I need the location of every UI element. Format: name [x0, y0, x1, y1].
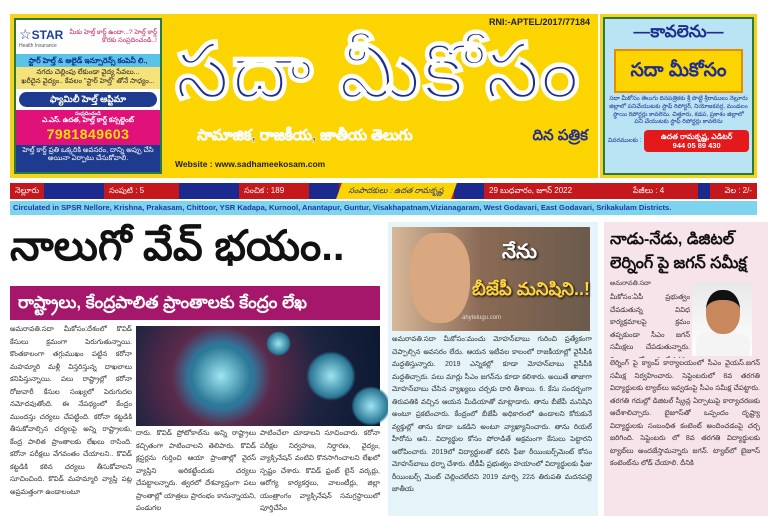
lead-headline[interactable]: నాలుగో వేవ్ భయం.. — [10, 222, 345, 269]
volume: సంపుటి : 5 — [109, 185, 145, 195]
lead-subhead: రాష్ట్రాలు, కేంద్రపాలిత ప్రాంతాలకు కేంద్రం లేఖ — [10, 286, 380, 320]
tagline-daily: దిన పత్రిక — [532, 127, 588, 144]
masthead — [165, 14, 598, 178]
jagan-review-story — [604, 222, 768, 516]
story-body-2: లెర్నింగ్ పై క్యాంప్ కార్యాలయంలో సీఎం వైయస్.జగన్ సమీక్ష నిర్వహించారు. సెప్టెంబరులో 8వ తరగతి విద్యార్థులకు ట్యాబ్‌లు ఇవ్వడంపై సీఎం సమీక్ష చేపట్టారు. తరగతి గదుల్లో డిజిటల్ స్క్రీన్ల ఏర్పాటుపై కార్యాచరణకు ఆదేశాలిచ్చారు. బైజూస్‌తో ఒప్పందం దృష్ట్యా విద్యార్థులకు సంబంధిత కంటెంట్ అందించడంపై చర్చ జరిగింది. సెప్టెంబరు లో 8వ తరగతి విద్యార్థులకు ట్యాబ్‌లు అందజేస్తామన్నారు జగన్. ట్యాబ్‌లో బైజూస్ కంటెంట్‌ను లోడ్ చేయాలి. దీనికి — [610, 360, 760, 467]
price: వెల : 2/- — [724, 185, 752, 195]
ad-brand: ☆STAR Health Insurance మీకు హెల్త్ కార్డ్ ఉందా...? హెల్త్ కార్డ్ కొరకు సంప్రదించండి..! — [19, 25, 157, 49]
issue-date: 29 బుధవారం, జూన్ 2022 — [489, 185, 573, 195]
issue: సంచిక : 189 — [244, 185, 285, 195]
story-photo — [392, 227, 590, 331]
star-health-ad — [10, 14, 166, 178]
newspaper-logo: సదా మీకోసం — [175, 27, 582, 115]
mohanbabu-story — [388, 222, 598, 516]
editor: సంపాదకులు : ఉదత రామకృష్ణ — [336, 183, 457, 199]
byline: అమరావతి.సదా — [610, 280, 651, 287]
rni-number: RNI:-APTEL/2017/77184 — [488, 17, 590, 27]
ad-text: సదా మీకోసం తెలుగు దినపత్రికకు శ్రీ పొట్టి శ్రీరాములు నెల్లూరు జిల్లాలో పనిచేయుటకు స్టాఫ్ రిపోర్టర్, నియోజకవర్గ, మండలం స్థాయి రిపోర్టర్లు కావలెను. చిత్తూరు, కడప, ప్రకాశం జిల్లాలో పని చేయుటకు స్టాఫ్ రిపోర్టర్లు కావలెను — [609, 96, 748, 126]
info-bar — [10, 183, 757, 199]
ad-question: మీకు హెల్త్ కార్డ్ ఉందా...? హెల్త్ కార్డ్ కొరకు సంప్రదించండి..! — [69, 28, 157, 44]
ad-line-1: నగదు చెల్లింపు లేకుండా వైద్య సేవలు... — [36, 69, 140, 77]
tagline: సామాజిక, రాజకీయ, జాతీయ తెలుగు — [197, 127, 413, 144]
pages: పేజీలు : 4 — [633, 185, 665, 195]
details-label: వివరములకు : — [608, 138, 642, 145]
ad-phone: 7981849603 — [46, 126, 130, 143]
ad-footer: హెల్త్ కార్డ్ ప్రతి ఒక్కరికి అవసరం, దాన్ని అప్పు చేసి అయినా ఏర్పాటు చేసుకోవాలి. — [16, 145, 160, 172]
watermark: ahytelugu.com — [462, 315, 502, 321]
story-body-1: మీకోసం:ఏపీ ప్రభుత్వం చేపడుతున్న వివిధ కార్యక్రమాలపై క్రమం తప్పకుండా సీఎం జగన్ సమీక్షలు చేపడుతున్నారు. — [610, 294, 690, 351]
cm-photo — [692, 282, 752, 356]
ad-line-2: ఖరీదైన వైద్యం.. కేవలం "స్టార్ హెల్త్" తోనే సాధ్యం... — [21, 78, 155, 86]
photo-caption-1: నేను — [502, 241, 537, 263]
story-body: అమరావతి.సదా మీకోసం:మంచు మోహన్‌బాబు గురించి ప్రత్యేకంగా చెప్పాల్సిన అవసరం లేదు. ఆయన ఇటీవల కాలంలో రాజకీయాల్లో వైసీపీకి మద్దతిస్తున్నారు. 2019 ఎన్నికల్లో కూడా మోహన్‌బాబు వైసీపీకి మద్దతిచ్చారు. పలు మార్లు సీఎం జగన్‌ను కూడా కలిశారు. అయితే తాజాగా మోహన్‌బాబు చేసిన వ్యాఖ్యలు చర్చకు దారి తీశాయి. 6. కేసు సందర్భంగా తిరుపతికి వచ్చిన ఆయన మీడియాతో మాట్లాడారు. తాను బీజేపీ మనిషిని అంటూ ప్రకటించారు. కేంద్రంలో బీజేపీ అధికారంలో ఉండాలని కోరుకునే వ్యక్తుల్లో తాను కూడా ఒకడిని అంటూ వ్యాఖ్యానించారు. తాను రియల్ హీరోను అని.. విద్యార్థుల కోసం పోరాడితే అక్రమంగా కేసులు పెట్టారని ఆరోపించారు. 2019లో విద్యార్థులతో కలిసి ఫీజు రీయింబర్స్‌మెంట్ కోసం మోహన్‌బాబు ధర్నా చేశారు. టీడీపీ ప్రభుత్వం హయాంలో విద్యార్థులకు ఫీజు రీయింబర్స్ మెంట్ చెల్లించలేదని 2019 మార్చి 22న తిరుపతి మదనపల్లె జాతీయ — [392, 336, 592, 493]
recruitment-ad — [600, 14, 757, 178]
story-headline[interactable]: నాడు-నేడు, డిజిటల్ లెర్నింగ్ పై జగన్ సమీక్ష — [610, 231, 747, 272]
ad-plan: ఫ్యామిలీ హెల్త్ ఆప్టిమా — [19, 92, 157, 107]
star-logo-icon: ☆ — [19, 25, 32, 42]
lead-column-1: అమరావతి.సదా మీకోసం:దేశంలో కొవిడ్ కేసులు క్రమంగా పెరుగుతున్నాయి. కొంతకాలంగా తగ్గుముఖం పట్టిన కరోనా మహమ్మారి మళ్లీ విస్తరిస్తున్న దాఖలాలు కనిపిస్తున్నాయి. పలు రాష్ట్రాల్లో కరోనా రోజువారీ కేసుల సంఖ్యలో పెరుగుదల నమోదవుతోంది. ఈ నేపథ్యంలో కేంద్రం ముందస్తు చర్యలు చేపట్టింది. కరోనా కట్టడికి తీసుకోవాల్సిన చర్యలపై అన్ని రాష్ట్రాలకు, కేంద్ర పాలిత ప్రాంతాలకు లేఖలు రాసింది. కరోనా పరీక్షలు వేగవంతం చేయాలని.. కొవిడ్ కట్టడికి కఠిన చర్యలు తీసుకోవాలని సూచించింది. కొవిడ్ మహమ్మారి వ్యాప్తి పట్ల అప్రమత్తంగా ఉండాలంటూ — [10, 326, 132, 496]
ad-agent: ఎ.ఎస్. ఉదత, హెల్త్ కార్డ్ కన్సల్టెంట్ — [42, 117, 134, 125]
city: నెల్లూరు — [15, 185, 40, 195]
ad-company: స్టార్ హెల్త్ & అలైడ్ ఇన్సూరెన్స్ కంపెనీ లి., — [16, 54, 160, 67]
virus-image — [136, 326, 380, 426]
website-link[interactable]: Website : www.sadhameekosam.com — [175, 159, 326, 169]
lead-column-2: దారు. కొవిడ్ ప్రోటోకాల్‌ను అన్ని రాష్ట్రాలు కచ్చితంగా పాటించాలని తెలిపారు. కొవిడ్ క్లస్టర్లను గుర్తించి ఆయా ప్రాంతాల్లో వైరస్ వ్యాప్తిని అరికట్టేందుకు చర్యలు చేపట్టాలన్నారు. త్వరలో దేశవ్యాప్తంగా పలు ప్రాంతాల్లో యాత్రలు ప్రారంభం కానున్నాయని, పండుగల — [136, 430, 256, 512]
mini-logo: సదా మీకోసం — [614, 49, 743, 93]
circulation-strip: Circulated in SPSR Nellore, Krishna, Prakasam, Chittoor, YSR Kadapa, Kurnool, Anantapur, Guntur, Visakhapatnam,Vizianagaram, West Godavari, East Godavari, Srikakulam Districts. — [10, 201, 757, 215]
lead-column-3: పాటించేలా చూడాలని సూచించారు. కరోనా పరీక్షల నిర్వహణ, నిర్ధారణ, వైద్యం, వ్యాక్సినేషన్ వంటివి కొనసాగించాలని లేఖలో స్పష్టం చేశారు. కొవిడ్ ఫ్రంట్ లైన్ వర్కర్లు, ఆరోగ్య కార్యకర్తలు, వాలంటీర్లు, జిల్లా యంత్రాంగం వ్యాక్సినేషన్ సమగ్రస్థాయిలో పూర్తిచేసేం — [260, 430, 380, 512]
contact-phone: 944 05 89 430 — [672, 141, 721, 151]
ad-contact-label: సంప్రదించండి — [75, 111, 101, 118]
contact-name: ఉదత రామకృష్ణ, ఎడిటర్ — [660, 132, 733, 142]
photo-caption-2: బీజేపీ మనిషిని..! — [472, 279, 590, 299]
ad-heading: —కావలెను— — [633, 22, 724, 41]
